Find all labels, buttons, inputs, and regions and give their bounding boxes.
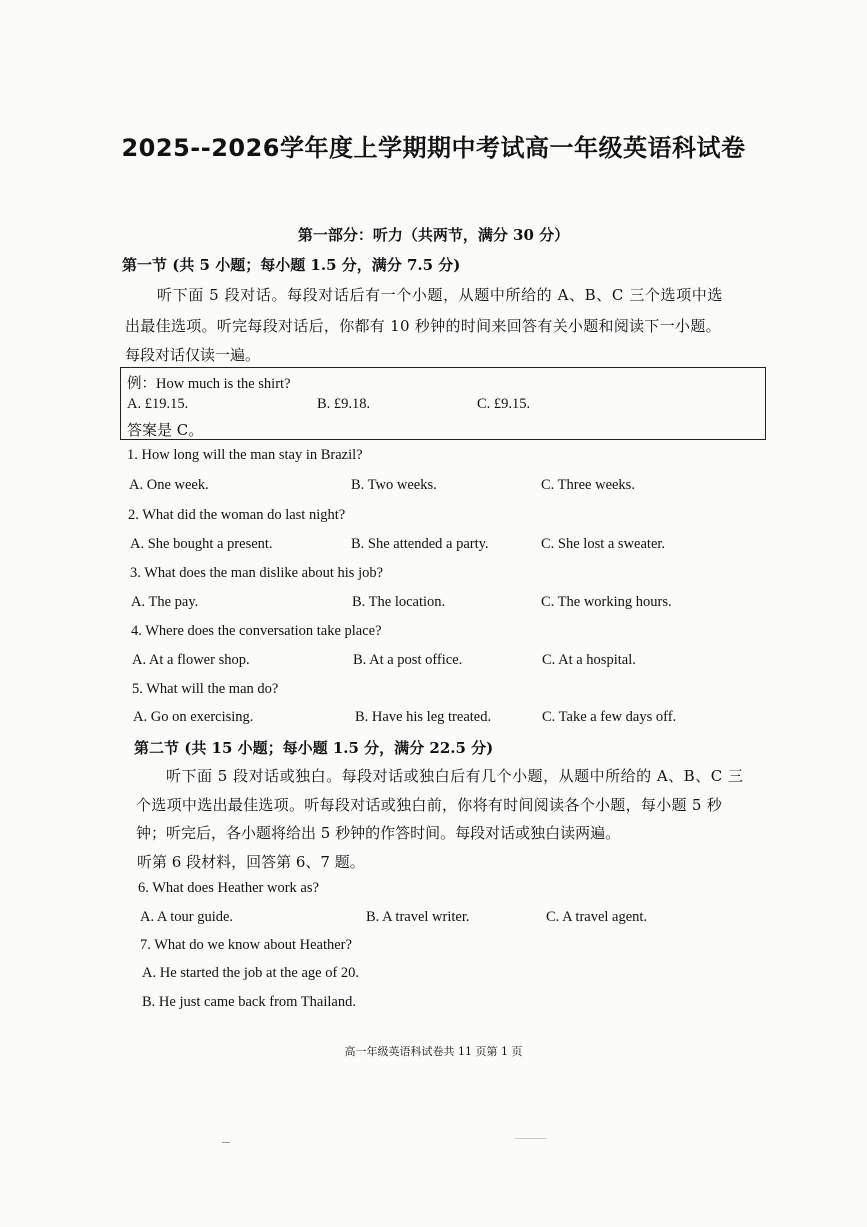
question-2-option-a: A. She bought a present.	[130, 536, 273, 552]
question-6: 6. What does Heather work as?	[138, 880, 319, 896]
question-6-option-b: B. A travel writer.	[366, 909, 470, 925]
question-5-option-b: B. Have his leg treated.	[355, 709, 492, 725]
section1-heading: 第一节 (共 5 小题；每小题 1.5 分，满分 7.5 分)	[122, 256, 461, 274]
question-2: 2. What did the woman do last night?	[128, 507, 346, 523]
scan-speck	[222, 1142, 230, 1143]
material-note: 听第 6 段材料，回答第 6、7 题。	[137, 853, 365, 871]
section1-instruction-line1: 听下面 5 段对话。每段对话后有一个小题，从题中所给的 A、B、C 三个选项中选	[157, 286, 723, 304]
section2-instruction-line3: 钟；听完后，各小题将给出 5 秒钟的作答时间。每段对话或独白读两遍。	[136, 824, 621, 842]
question-3-option-c: C. The working hours.	[541, 594, 672, 610]
question-3-option-b: B. The location.	[352, 594, 446, 610]
question-6-option-a: A. A tour guide.	[140, 909, 234, 925]
example-option-c: C. £9.15.	[477, 396, 531, 412]
section1-instruction-line3: 每段对话仅读一遍。	[125, 346, 261, 364]
question-1-option-c: C. Three weeks.	[541, 477, 635, 493]
example-option-a: A. £19.15.	[127, 396, 189, 412]
question-1-option-a: A. One week.	[129, 477, 209, 493]
example-answer: 答案是 C。	[127, 421, 204, 439]
question-1: 1. How long will the man stay in Brazil?	[127, 447, 363, 463]
question-4-option-b: B. At a post office.	[353, 652, 463, 668]
section2-heading: 第二节 (共 15 小题；每小题 1.5 分，满分 22.5 分)	[134, 739, 494, 757]
question-4-option-c: C. At a hospital.	[542, 652, 636, 668]
section2-instruction-line2: 个选项中选出最佳选项。听每段对话或独白前，你将有时间阅读各个小题，每小题 5 秒	[136, 796, 723, 814]
question-7-option-a: A. He started the job at the age of 20.	[142, 965, 360, 981]
question-1-option-b: B. Two weeks.	[351, 477, 437, 493]
page-footer: 高一年级英语科试卷共 11 页第 1 页	[344, 1045, 523, 1058]
question-7-option-b: B. He just came back from Thailand.	[142, 994, 356, 1010]
question-5-option-a: A. Go on exercising.	[133, 709, 254, 725]
question-5-option-c: C. Take a few days off.	[542, 709, 677, 725]
question-5: 5. What will the man do?	[132, 681, 279, 697]
example-option-b: B. £9.18.	[317, 396, 371, 412]
section1-instruction-line2: 出最佳选项。听完每段对话后，你都有 10 秒钟的时间来回答有关小题和阅读下一小题。	[125, 317, 721, 335]
example-question: 例：How much is the shirt?	[127, 376, 291, 392]
question-2-option-b: B. She attended a party.	[351, 536, 489, 552]
question-3: 3. What does the man dislike about his job?	[130, 565, 384, 581]
exam-title: 2025--2026学年度上学期期中考试高一年级英语科试卷	[121, 134, 746, 162]
question-4-option-a: A. At a flower shop.	[132, 652, 250, 668]
question-7: 7. What do we know about Heather?	[140, 937, 352, 953]
section2-instruction-line1: 听下面 5 段对话或独白。每段对话或独白后有几个小题，从题中所给的 A、B、C 三	[166, 767, 744, 785]
question-4: 4. Where does the conversation take place?	[131, 623, 382, 639]
question-6-option-c: C. A travel agent.	[546, 909, 648, 925]
question-2-option-c: C. She lost a sweater.	[541, 536, 666, 552]
part1-heading: 第一部分：听力（共两节，满分 30 分）	[297, 226, 570, 244]
scan-speck	[515, 1138, 547, 1139]
question-3-option-a: A. The pay.	[131, 594, 199, 610]
